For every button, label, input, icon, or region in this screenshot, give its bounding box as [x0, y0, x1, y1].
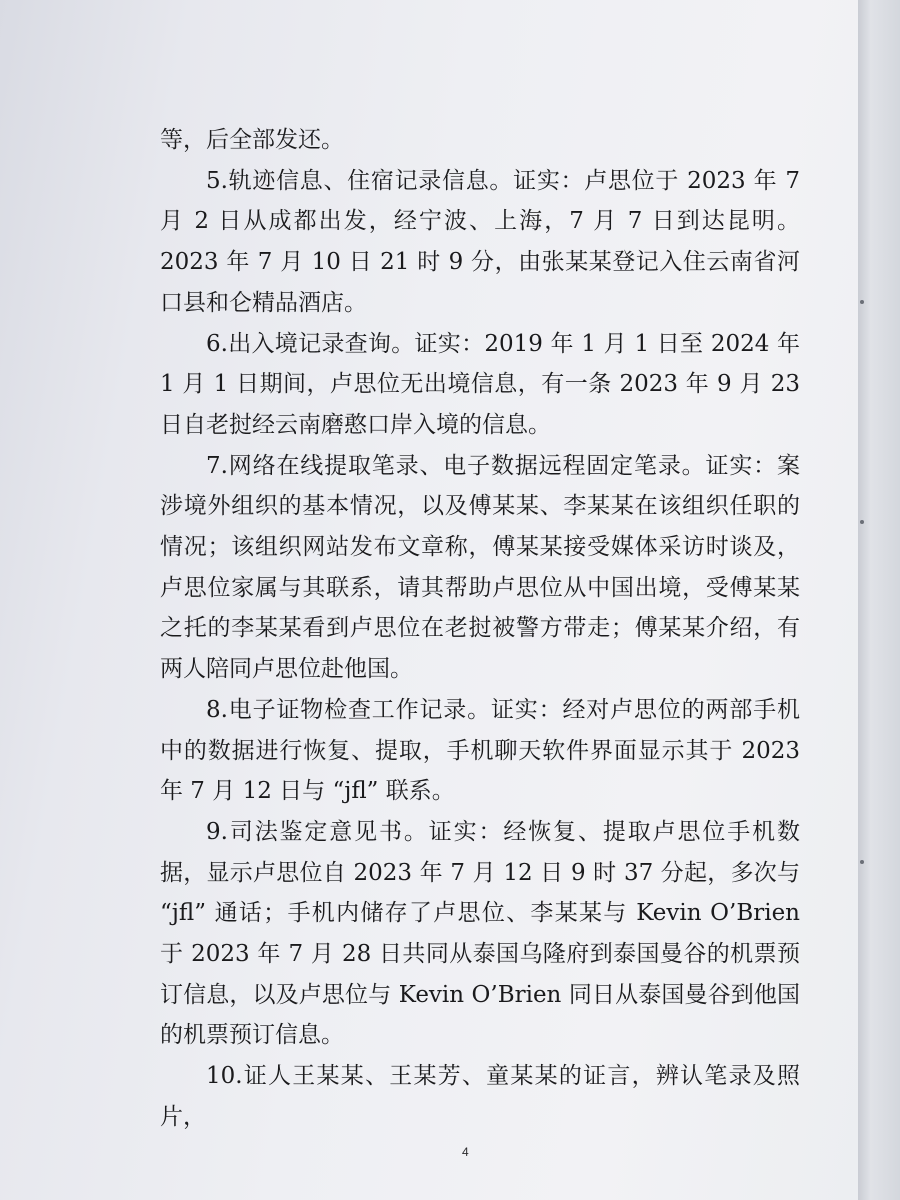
- paragraph-5: 5.轨迹信息、住宿记录信息。证实：卢思位于 2023 年 7 月 2 日从成都出发，经宁波、上海，7 月 7 日到达昆明。2023 年 7 月 10 日 21 时 9 分，由张某某登记入住云南省河口县和仑精品酒店。: [160, 167, 800, 316]
- paragraph-7: 7.网络在线提取笔录、电子数据远程固定笔录。证实：案涉境外组织的基本情况，以及傅某某、李某某在该组织任职的情况；该组织网站发布文章称，傅某某接受媒体采访时谈及，卢思位家属与其联系，请其帮助卢思位从中国出境，受傅某某之托的李某某看到卢思位在老挝被警方带走；傅某某介绍，有两人陪同卢思位赴他国。: [160, 452, 800, 683]
- binding-staple-hole: [860, 520, 864, 524]
- page-edge: [858, 0, 900, 1200]
- binding-staple-hole: [860, 300, 864, 304]
- page-number: 4: [462, 1145, 469, 1159]
- paragraph-10: 10.证人王某某、王某芳、童某某的证言，辨认笔录及照片，: [160, 1063, 800, 1130]
- document-body: [160, 120, 800, 1138]
- paragraph-6: 6.出入境记录查询。证实：2019 年 1 月 1 日至 2024 年 1 月 1 日期间，卢思位无出境信息，有一条 2023 年 9 月 23 日自老挝经云南磨憨口岸入境的信息。: [160, 330, 800, 438]
- paragraph-continuation: 等，后全部发还。: [160, 127, 344, 153]
- binding-staple-hole: [860, 860, 864, 864]
- paragraph-9: 9.司法鉴定意见书。证实：经恢复、提取卢思位手机数据，显示卢思位自 2023 年 7 月 12 日 9 时 37 分起，多次与 “jfl” 通话；手机内储存了卢思位、李某某与 Kevin O’Brien 于 2023 年 7 月 28 日共同从泰国乌隆府到泰国曼谷的机票预订信息，以及卢思位与 Kevin O’Brien 同日从泰国曼谷到他国的机票预订信息。: [160, 818, 800, 1049]
- paragraph-8: 8.电子证物检查工作记录。证实：经对卢思位的两部手机中的数据进行恢复、提取，手机聊天软件界面显示其于 2023 年 7 月 12 日与 “jfl” 联系。: [160, 696, 800, 805]
